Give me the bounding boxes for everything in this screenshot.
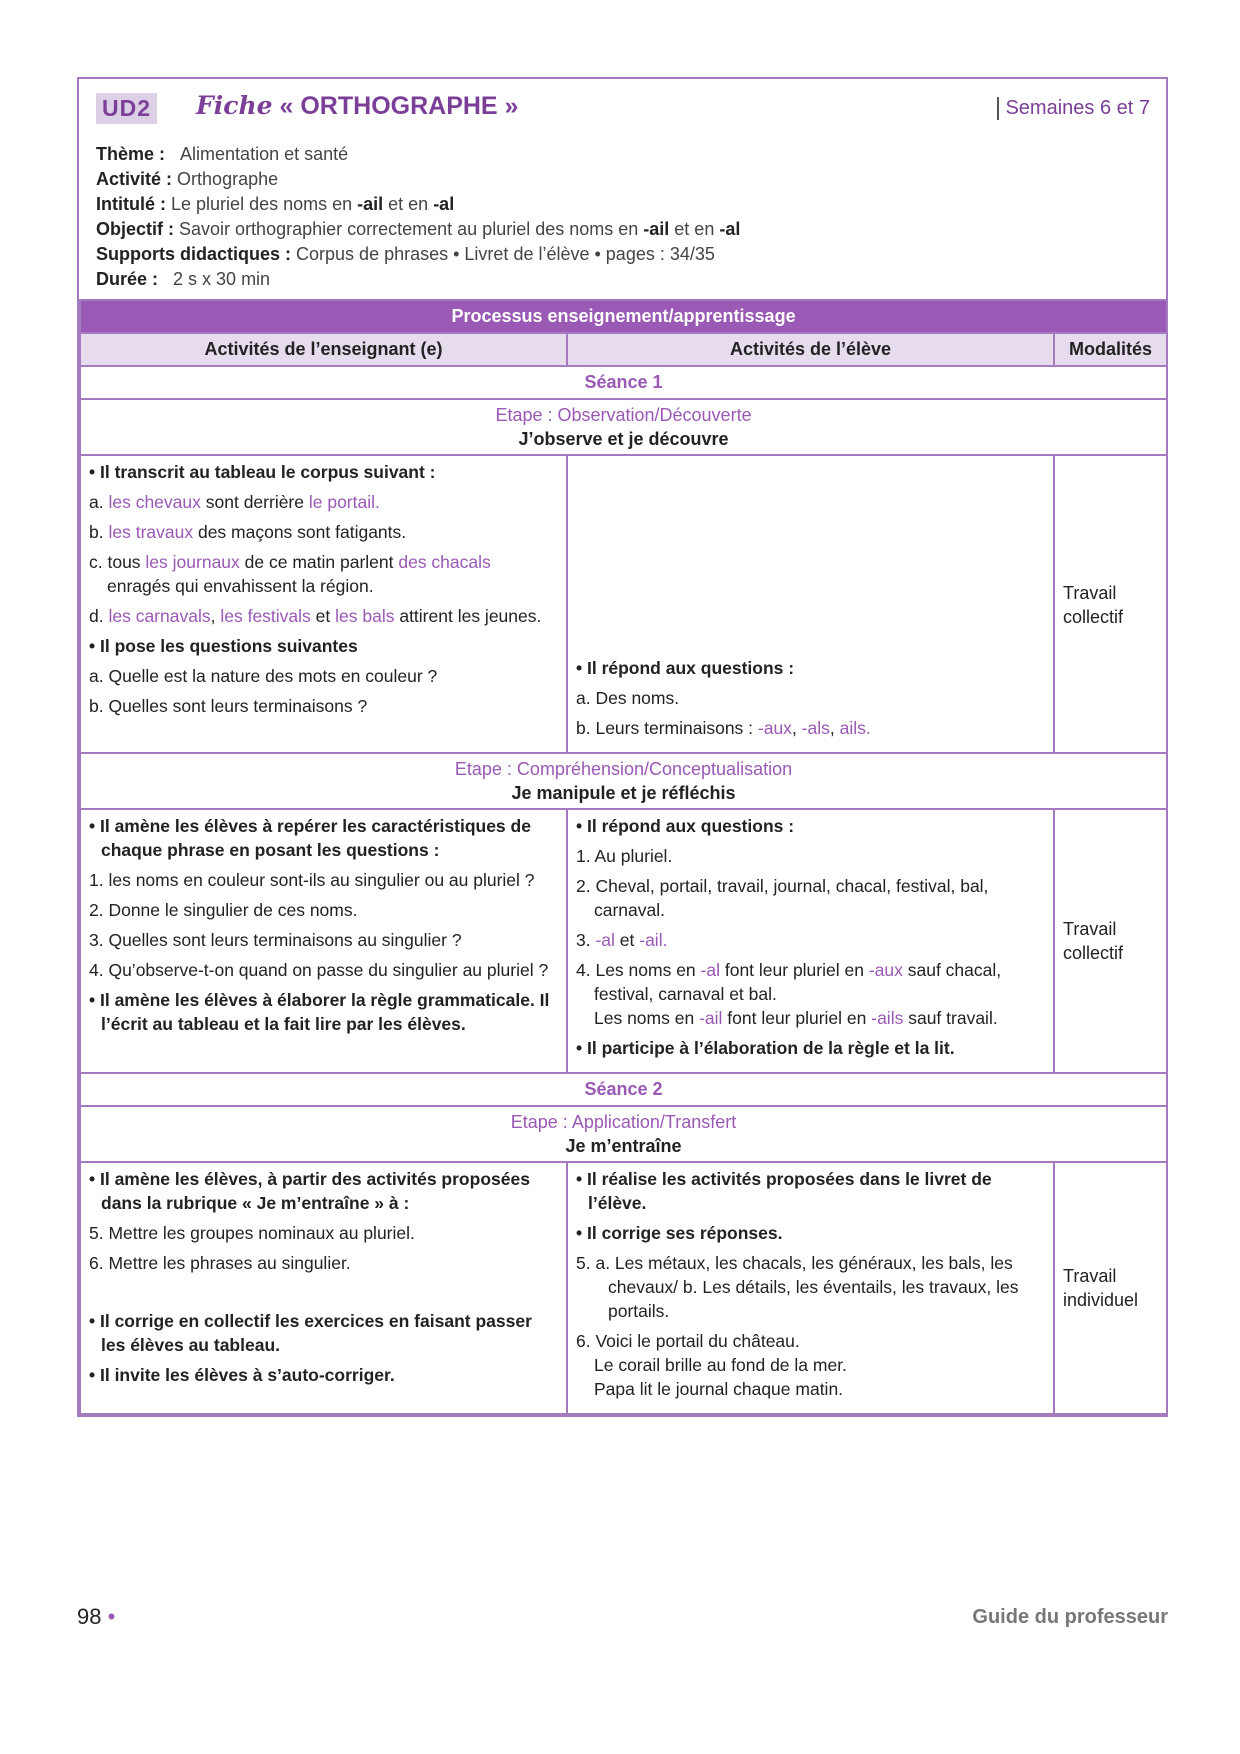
teacher-cell: • Il transcrit au tableau le corpus suivant : a. les chevaux sont derrière le portail. b. les travaux des maçons sont fatigants. c. tous les journaux de ce matin parlent des chacals enragés qui envahissent la région. d. les carnavals, les festivals et les bals attirent les jeunes. • Il pose les questions suivantes a. Quelle est la nature des mots en couleur ? b. Quelles sont leurs terminaisons ? <box>80 455 567 753</box>
activite-value: Orthographe <box>177 169 279 189</box>
teacher-cell: • Il amène les élèves à repérer les caractéristiques de chaque phrase en posant les questions : 1. les noms en couleur sont-ils au singulier ou au pluriel ? 2. Donne le singulier de ces noms. 3. Quelles sont leurs terminaisons au singulier ? 4. Qu’observe-t-on quand on passe du singulier au pluriel ? • Il amène les élèves à élaborer la règle grammaticale. Il l’écrit au tableau et la fait lire par les élèves. <box>80 809 567 1073</box>
col-student: Activités de l’élève <box>567 333 1054 366</box>
col-teacher: Activités de l’enseignant (e) <box>80 333 567 366</box>
sheet-header <box>79 79 1166 299</box>
objectif-label: Objectif : <box>96 219 175 239</box>
teacher-cell: • Il amène les élèves, à partir des activités proposées dans la rubrique « Je m’entraîne » à : 5. Mettre les groupes nominaux au pluriel. 6. Mettre les phrases au singulier. • Il corrige en collectif les exercices en faisant passer les élèves au tableau. • Il invite les élèves à s’auto-corriger. <box>80 1162 567 1414</box>
answer-3: 3. -al et -ail. <box>576 930 668 950</box>
fiche-prefix: Fiche <box>196 91 273 120</box>
seance-1-title: Séance 1 <box>80 366 1167 399</box>
activite-label: Activité : <box>96 169 173 189</box>
corpus-b: b. les travaux des maçons sont fatigants. <box>89 522 407 542</box>
weeks-label: Semaines 6 et 7 <box>997 97 1150 120</box>
corpus-c: c. tous les journaux de ce matin parlent des chacals enragés qui envahissent la région. <box>89 552 491 596</box>
corpus-d: d. les carnavals, les festivals et les bals attirent les jeunes. <box>89 606 542 626</box>
intitule-value: Le pluriel des noms en -ail et en -al <box>171 194 455 214</box>
duree-label: Durée : <box>96 269 159 289</box>
fiche-title: « ORTHOGRAPHE » <box>279 92 519 120</box>
process-table <box>79 299 1168 1415</box>
etape-comprehension: Etape : Compréhension/Conceptualisation Je manipule et je réfléchis <box>80 753 1167 809</box>
sheet-title <box>196 91 518 121</box>
objectif-value: Savoir orthographier correctement au pluriel des noms en -ail et en -al <box>179 219 741 239</box>
process-band: Processus enseignement/apprentissage <box>80 300 1167 333</box>
page-number: 98 • <box>77 1604 116 1629</box>
modalite-cell: Travail collectif <box>1054 809 1167 1073</box>
theme-label: Thème : <box>96 144 166 164</box>
modalite-cell: Travail individuel <box>1054 1162 1167 1414</box>
theme-value: Alimentation et santé <box>180 144 349 164</box>
answer-b: b. Leurs terminaisons : -aux, -als, ails. <box>576 718 871 738</box>
supports-label: Supports didactiques : <box>96 244 292 264</box>
table-row <box>80 455 1167 753</box>
answer-4: 4. Les noms en -al font leur pluriel en -aux sauf chacal, festival, carnaval et bal. <box>576 960 1002 1004</box>
duree-value: 2 s x 30 min <box>173 269 271 289</box>
etape-observation: Etape : Observation/Découverte J’observe et je découvre <box>80 399 1167 455</box>
unit-badge: UD2 <box>96 93 157 124</box>
student-cell: • Il répond aux questions : 1. Au pluriel. 2. Cheval, portail, travail, journal, chacal, festival, bal, carnaval. 3. -al et -ail. 4. Les noms en -al font leur pluriel en -aux sauf chacal, festival, carnaval et bal. Les noms en -ail font leur pluriel en -ails sauf travail. • Il participe à l’élaboration de la règle et la lit. <box>567 809 1054 1073</box>
student-cell: • Il réalise les activités proposées dans le livret de l’élève. • Il corrige ses réponses. 5. a. Les métaux, les chacals, les généraux, les bals, les chevaux/ b. Les détails, les éventails, les travaux, les portails. 6. Voici le portail du château. Le corail brille au fond de la mer. Papa lit le journal chaque matin. <box>567 1162 1054 1414</box>
col-modalites: Modalités <box>1054 333 1167 366</box>
sheet-meta <box>96 142 740 292</box>
modalite-cell: Travail collectif <box>1054 455 1167 753</box>
answer-4b: Les noms en -ail font leur pluriel en -ails sauf travail. <box>594 1008 998 1028</box>
intitule-label: Intitulé : <box>96 194 166 214</box>
student-cell: • Il répond aux questions : a. Des noms. b. Leurs terminaisons : -aux, -als, ails. <box>567 455 1054 753</box>
table-row <box>80 809 1167 1073</box>
corpus-a: a. les chevaux sont derrière le portail. <box>89 492 380 512</box>
etape-application: Etape : Application/Transfert Je m’entraîne <box>80 1106 1167 1162</box>
footer-guide: Guide du professeur <box>972 1606 1168 1628</box>
supports-value: Corpus de phrases • Livret de l’élève • pages : 34/35 <box>296 244 715 264</box>
table-row <box>80 1162 1167 1414</box>
lesson-sheet <box>77 77 1168 1417</box>
seance-2-title: Séance 2 <box>80 1073 1167 1106</box>
